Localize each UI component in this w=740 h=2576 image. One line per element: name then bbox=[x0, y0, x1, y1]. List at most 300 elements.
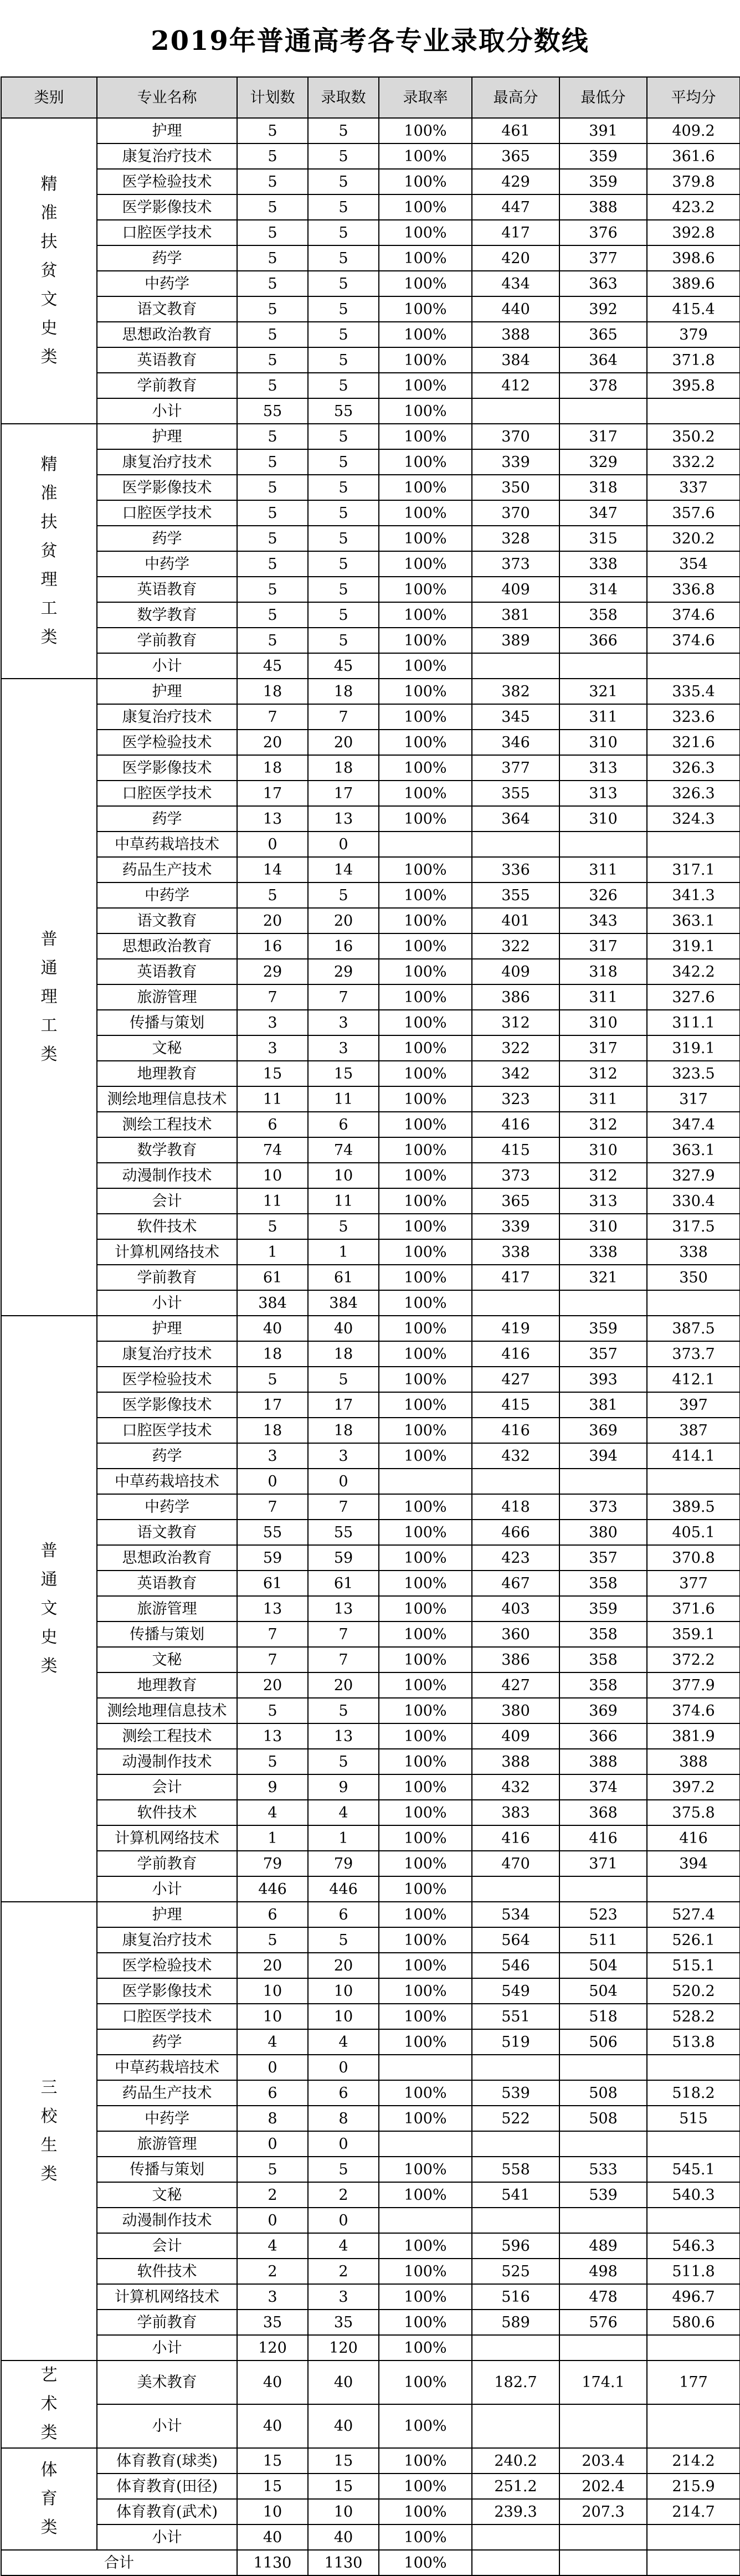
admission-rate-cell: 100% bbox=[379, 1876, 472, 1902]
header-min-score: 最低分 bbox=[559, 77, 647, 118]
plan-count-cell: 0 bbox=[237, 2131, 308, 2157]
major-cell: 口腔医学技术 bbox=[97, 1418, 237, 1443]
table-row bbox=[1, 2284, 740, 2310]
min-score-cell: 392 bbox=[559, 296, 647, 322]
avg-score-cell: 515 bbox=[647, 2106, 740, 2131]
admission-rate-cell: 100% bbox=[379, 2404, 472, 2448]
plan-count-cell: 7 bbox=[237, 1647, 308, 1672]
admission-rate-cell: 100% bbox=[379, 1647, 472, 1672]
avg-score-cell bbox=[647, 653, 740, 679]
admission-rate-cell: 100% bbox=[379, 1086, 472, 1112]
major-cell: 计算机网络技术 bbox=[97, 1825, 237, 1851]
plan-count-cell: 20 bbox=[237, 1953, 308, 1978]
admitted-count-cell: 55 bbox=[308, 398, 379, 424]
admitted-count-cell: 5 bbox=[308, 296, 379, 322]
avg-score-cell: 317.1 bbox=[647, 857, 740, 882]
max-score-cell: 240.2 bbox=[472, 2448, 559, 2474]
major-cell: 医学影像技术 bbox=[97, 194, 237, 220]
plan-count-cell: 0 bbox=[237, 2055, 308, 2080]
plan-count-cell: 18 bbox=[237, 679, 308, 704]
admission-rate-cell: 100% bbox=[379, 806, 472, 832]
avg-score-cell: 317 bbox=[647, 1086, 740, 1112]
min-score-cell: 311 bbox=[559, 704, 647, 730]
min-score-cell: 312 bbox=[559, 1061, 647, 1086]
max-score-cell: 558 bbox=[472, 2157, 559, 2182]
admission-rate-cell bbox=[379, 2055, 472, 2080]
plan-count-cell: 40 bbox=[237, 2404, 308, 2448]
admitted-count-cell: 11 bbox=[308, 1086, 379, 1112]
admitted-count-cell: 79 bbox=[308, 1851, 379, 1876]
max-score-cell: 467 bbox=[472, 1571, 559, 1596]
table-row bbox=[1, 1571, 740, 1596]
max-score-cell: 328 bbox=[472, 526, 559, 551]
min-score-cell: 381 bbox=[559, 1392, 647, 1418]
plan-count-cell: 14 bbox=[237, 857, 308, 882]
header-category: 类别 bbox=[1, 77, 97, 118]
max-score-cell: 415 bbox=[472, 1137, 559, 1163]
max-score-cell: 388 bbox=[472, 322, 559, 347]
min-score-cell: 314 bbox=[559, 577, 647, 602]
max-score-cell: 381 bbox=[472, 602, 559, 628]
plan-count-cell: 40 bbox=[237, 1316, 308, 1341]
plan-count-cell: 10 bbox=[237, 2499, 308, 2524]
min-score-cell: 329 bbox=[559, 449, 647, 475]
max-score-cell: 377 bbox=[472, 755, 559, 781]
min-score-cell: 377 bbox=[559, 245, 647, 271]
table-row bbox=[1, 1367, 740, 1392]
plan-count-cell: 8 bbox=[237, 2106, 308, 2131]
avg-score-cell: 377 bbox=[647, 1571, 740, 1596]
major-cell: 美术教育 bbox=[97, 2361, 237, 2404]
table-row bbox=[1, 347, 740, 373]
avg-score-cell: 375.8 bbox=[647, 1800, 740, 1825]
admitted-count-cell: 5 bbox=[308, 628, 379, 653]
table-row bbox=[1, 1723, 740, 1749]
min-score-cell: 358 bbox=[559, 1672, 647, 1698]
max-score-cell: 239.3 bbox=[472, 2499, 559, 2524]
min-score-cell: 576 bbox=[559, 2310, 647, 2335]
max-score-cell: 355 bbox=[472, 882, 559, 908]
max-score-cell: 365 bbox=[472, 143, 559, 169]
admitted-count-cell: 18 bbox=[308, 755, 379, 781]
avg-score-cell bbox=[647, 1290, 740, 1316]
admitted-count-cell: 2 bbox=[308, 2259, 379, 2284]
max-score-cell: 345 bbox=[472, 704, 559, 730]
table-row bbox=[1, 2448, 740, 2474]
admitted-count-cell: 10 bbox=[308, 1163, 379, 1188]
major-cell: 动漫制作技术 bbox=[97, 1749, 237, 1774]
admitted-count-cell: 29 bbox=[308, 959, 379, 984]
max-score-cell: 429 bbox=[472, 169, 559, 194]
plan-count-cell: 5 bbox=[237, 143, 308, 169]
avg-score-cell bbox=[647, 2208, 740, 2233]
avg-score-cell: 379 bbox=[647, 322, 740, 347]
avg-score-cell: 546.3 bbox=[647, 2233, 740, 2259]
admitted-count-cell: 5 bbox=[308, 373, 379, 398]
min-score-cell: 378 bbox=[559, 373, 647, 398]
min-score-cell: 504 bbox=[559, 1953, 647, 1978]
min-score-cell bbox=[559, 398, 647, 424]
min-score-cell bbox=[559, 2524, 647, 2550]
admitted-count-cell: 35 bbox=[308, 2310, 379, 2335]
admitted-count-cell: 17 bbox=[308, 1392, 379, 1418]
admission-rate-cell: 100% bbox=[379, 1188, 472, 1214]
min-score-cell: 504 bbox=[559, 1978, 647, 2004]
major-cell: 医学影像技术 bbox=[97, 475, 237, 500]
max-score-cell: 466 bbox=[472, 1520, 559, 1545]
admitted-count-cell: 61 bbox=[308, 1571, 379, 1596]
avg-score-cell: 177 bbox=[647, 2361, 740, 2404]
admitted-count-cell: 1130 bbox=[308, 2550, 379, 2575]
admission-rate-cell: 100% bbox=[379, 1953, 472, 1978]
min-score-cell: 338 bbox=[559, 551, 647, 577]
table-row bbox=[1, 1698, 740, 1723]
table-row bbox=[1, 194, 740, 220]
avg-score-cell bbox=[647, 2550, 740, 2575]
total-row bbox=[1, 2550, 740, 2575]
admission-rate-cell: 100% bbox=[379, 296, 472, 322]
table-row bbox=[1, 679, 740, 704]
plan-count-cell: 120 bbox=[237, 2335, 308, 2361]
plan-count-cell: 74 bbox=[237, 1137, 308, 1163]
max-score-cell: 409 bbox=[472, 959, 559, 984]
table-row bbox=[1, 704, 740, 730]
major-cell: 文秘 bbox=[97, 1035, 237, 1061]
admission-rate-cell: 100% bbox=[379, 347, 472, 373]
admission-rate-cell: 100% bbox=[379, 2004, 472, 2029]
max-score-cell: 364 bbox=[472, 806, 559, 832]
admitted-count-cell: 3 bbox=[308, 2284, 379, 2310]
admitted-count-cell: 4 bbox=[308, 2029, 379, 2055]
max-score-cell: 470 bbox=[472, 1851, 559, 1876]
avg-score-cell: 215.9 bbox=[647, 2474, 740, 2499]
major-cell: 中草药栽培技术 bbox=[97, 832, 237, 857]
avg-score-cell: 363.1 bbox=[647, 908, 740, 933]
admission-rate-cell: 100% bbox=[379, 143, 472, 169]
plan-count-cell: 13 bbox=[237, 806, 308, 832]
avg-score-cell: 350.2 bbox=[647, 424, 740, 449]
min-score-cell: 508 bbox=[559, 2106, 647, 2131]
major-cell: 康复治疗技术 bbox=[97, 1927, 237, 1953]
admitted-count-cell: 5 bbox=[308, 347, 379, 373]
table-row bbox=[1, 1672, 740, 1698]
avg-score-cell: 317.5 bbox=[647, 1214, 740, 1239]
min-score-cell: 311 bbox=[559, 857, 647, 882]
avg-score-cell: 414.1 bbox=[647, 1443, 740, 1469]
table-row bbox=[1, 1774, 740, 1800]
max-score-cell: 409 bbox=[472, 1723, 559, 1749]
admission-rate-cell: 100% bbox=[379, 2182, 472, 2208]
admission-rate-cell: 100% bbox=[379, 220, 472, 245]
major-cell: 中草药栽培技术 bbox=[97, 1469, 237, 1494]
admitted-count-cell: 5 bbox=[308, 220, 379, 245]
plan-count-cell: 1 bbox=[237, 1825, 308, 1851]
admitted-count-cell: 0 bbox=[308, 1469, 379, 1494]
admission-rate-cell: 100% bbox=[379, 424, 472, 449]
admission-rate-cell: 100% bbox=[379, 1290, 472, 1316]
admission-rate-cell: 100% bbox=[379, 602, 472, 628]
min-score-cell: 315 bbox=[559, 526, 647, 551]
major-cell: 旅游管理 bbox=[97, 2131, 237, 2157]
max-score-cell: 519 bbox=[472, 2029, 559, 2055]
header-major: 专业名称 bbox=[97, 77, 237, 118]
admitted-count-cell: 18 bbox=[308, 679, 379, 704]
plan-count-cell: 5 bbox=[237, 1698, 308, 1723]
table-row bbox=[1, 933, 740, 959]
max-score-cell: 355 bbox=[472, 781, 559, 806]
min-score-cell: 202.4 bbox=[559, 2474, 647, 2499]
header-rate: 录取率 bbox=[379, 77, 472, 118]
table-row bbox=[1, 577, 740, 602]
plan-count-cell: 13 bbox=[237, 1596, 308, 1621]
admission-rate-cell: 100% bbox=[379, 1571, 472, 1596]
max-score-cell: 416 bbox=[472, 1825, 559, 1851]
plan-count-cell: 5 bbox=[237, 271, 308, 296]
min-score-cell: 523 bbox=[559, 1902, 647, 1927]
major-cell: 语文教育 bbox=[97, 908, 237, 933]
min-score-cell: 416 bbox=[559, 1825, 647, 1851]
table-row bbox=[1, 2182, 740, 2208]
plan-count-cell: 18 bbox=[237, 1418, 308, 1443]
avg-score-cell: 327.9 bbox=[647, 1163, 740, 1188]
max-score-cell: 373 bbox=[472, 551, 559, 577]
major-cell: 思想政治教育 bbox=[97, 1545, 237, 1571]
plan-count-cell: 20 bbox=[237, 1672, 308, 1698]
plan-count-cell: 5 bbox=[237, 882, 308, 908]
major-cell: 药学 bbox=[97, 245, 237, 271]
admitted-count-cell: 20 bbox=[308, 730, 379, 755]
min-score-cell: 533 bbox=[559, 2157, 647, 2182]
admission-rate-cell: 100% bbox=[379, 1825, 472, 1851]
min-score-cell: 508 bbox=[559, 2080, 647, 2106]
major-cell: 中药学 bbox=[97, 1494, 237, 1520]
admitted-count-cell: 8 bbox=[308, 2106, 379, 2131]
admitted-count-cell: 0 bbox=[308, 2055, 379, 2080]
plan-count-cell: 7 bbox=[237, 1621, 308, 1647]
admitted-count-cell: 7 bbox=[308, 1647, 379, 1672]
max-score-cell bbox=[472, 1469, 559, 1494]
admission-rate-cell: 100% bbox=[379, 500, 472, 526]
admission-rate-cell: 100% bbox=[379, 2029, 472, 2055]
admitted-count-cell: 1 bbox=[308, 1239, 379, 1265]
table-row bbox=[1, 373, 740, 398]
avg-score-cell: 398.6 bbox=[647, 245, 740, 271]
table-row bbox=[1, 1978, 740, 2004]
min-score-cell bbox=[559, 1876, 647, 1902]
admitted-count-cell: 17 bbox=[308, 781, 379, 806]
table-row bbox=[1, 1596, 740, 1621]
min-score-cell: 371 bbox=[559, 1851, 647, 1876]
admitted-count-cell: 5 bbox=[308, 1749, 379, 1774]
major-cell: 中药学 bbox=[97, 271, 237, 296]
admitted-count-cell: 5 bbox=[308, 271, 379, 296]
max-score-cell: 416 bbox=[472, 1341, 559, 1367]
max-score-cell: 534 bbox=[472, 1902, 559, 1927]
major-cell: 计算机网络技术 bbox=[97, 2284, 237, 2310]
plan-count-cell: 6 bbox=[237, 1112, 308, 1137]
table-row bbox=[1, 2259, 740, 2284]
major-cell: 学前教育 bbox=[97, 1851, 237, 1876]
major-cell: 康复治疗技术 bbox=[97, 1341, 237, 1367]
max-score-cell: 416 bbox=[472, 1112, 559, 1137]
major-cell: 学前教育 bbox=[97, 1265, 237, 1290]
admitted-count-cell: 5 bbox=[308, 551, 379, 577]
major-cell: 会计 bbox=[97, 1188, 237, 1214]
major-cell: 会计 bbox=[97, 2233, 237, 2259]
admission-rate-cell: 100% bbox=[379, 1672, 472, 1698]
major-cell: 文秘 bbox=[97, 2182, 237, 2208]
admitted-count-cell: 5 bbox=[308, 449, 379, 475]
admission-rate-cell: 100% bbox=[379, 1061, 472, 1086]
max-score-cell bbox=[472, 2131, 559, 2157]
max-score-cell: 383 bbox=[472, 1800, 559, 1825]
table-row bbox=[1, 908, 740, 933]
admission-rate-cell: 100% bbox=[379, 2474, 472, 2499]
admission-rate-cell: 100% bbox=[379, 1418, 472, 1443]
admitted-count-cell: 15 bbox=[308, 1061, 379, 1086]
subtotal-row bbox=[1, 398, 740, 424]
admitted-count-cell: 7 bbox=[308, 1621, 379, 1647]
plan-count-cell: 0 bbox=[237, 832, 308, 857]
max-score-cell: 461 bbox=[472, 118, 559, 143]
avg-score-cell bbox=[647, 2524, 740, 2550]
max-score-cell bbox=[472, 2524, 559, 2550]
admitted-count-cell: 18 bbox=[308, 1418, 379, 1443]
table-row bbox=[1, 2310, 740, 2335]
plan-count-cell: 3 bbox=[237, 2284, 308, 2310]
table-row bbox=[1, 959, 740, 984]
admission-rate-cell: 100% bbox=[379, 628, 472, 653]
admitted-count-cell: 5 bbox=[308, 194, 379, 220]
min-score-cell: 312 bbox=[559, 1163, 647, 1188]
min-score-cell bbox=[559, 2055, 647, 2080]
major-cell: 口腔医学技术 bbox=[97, 781, 237, 806]
avg-score-cell: 388 bbox=[647, 1749, 740, 1774]
table-row bbox=[1, 2106, 740, 2131]
table-row bbox=[1, 143, 740, 169]
table-row bbox=[1, 2474, 740, 2499]
plan-count-cell: 11 bbox=[237, 1086, 308, 1112]
avg-score-cell: 389.5 bbox=[647, 1494, 740, 1520]
table-row bbox=[1, 1086, 740, 1112]
avg-score-cell: 341.3 bbox=[647, 882, 740, 908]
max-score-cell: 370 bbox=[472, 424, 559, 449]
min-score-cell: 313 bbox=[559, 1188, 647, 1214]
admitted-count-cell: 5 bbox=[308, 577, 379, 602]
major-cell: 语文教育 bbox=[97, 1520, 237, 1545]
admitted-count-cell: 10 bbox=[308, 1978, 379, 2004]
plan-count-cell: 5 bbox=[237, 449, 308, 475]
plan-count-cell: 5 bbox=[237, 602, 308, 628]
admission-rate-cell: 100% bbox=[379, 577, 472, 602]
admission-rate-cell: 100% bbox=[379, 2284, 472, 2310]
admitted-count-cell: 120 bbox=[308, 2335, 379, 2361]
min-score-cell bbox=[559, 832, 647, 857]
table-row bbox=[1, 1061, 740, 1086]
major-cell: 小计 bbox=[97, 2335, 237, 2361]
min-score-cell: 365 bbox=[559, 322, 647, 347]
admission-rate-cell: 100% bbox=[379, 449, 472, 475]
min-score-cell: 174.1 bbox=[559, 2361, 647, 2404]
plan-count-cell: 11 bbox=[237, 1188, 308, 1214]
admission-rate-cell: 100% bbox=[379, 1392, 472, 1418]
admission-rate-cell: 100% bbox=[379, 2335, 472, 2361]
avg-score-cell: 387 bbox=[647, 1418, 740, 1443]
admitted-count-cell: 20 bbox=[308, 908, 379, 933]
max-score-cell: 596 bbox=[472, 2233, 559, 2259]
admission-score-table bbox=[1, 76, 740, 2576]
avg-score-cell: 319.1 bbox=[647, 1035, 740, 1061]
table-row bbox=[1, 602, 740, 628]
admission-rate-cell: 100% bbox=[379, 1902, 472, 1927]
major-cell: 体育教育(武术) bbox=[97, 2499, 237, 2524]
min-score-cell: 203.4 bbox=[559, 2448, 647, 2474]
admitted-count-cell: 4 bbox=[308, 1800, 379, 1825]
plan-count-cell: 79 bbox=[237, 1851, 308, 1876]
avg-score-cell: 381.9 bbox=[647, 1723, 740, 1749]
avg-score-cell: 361.6 bbox=[647, 143, 740, 169]
avg-score-cell: 319.1 bbox=[647, 933, 740, 959]
min-score-cell: 318 bbox=[559, 959, 647, 984]
plan-count-cell: 17 bbox=[237, 781, 308, 806]
admission-rate-cell: 100% bbox=[379, 1367, 472, 1392]
plan-count-cell: 5 bbox=[237, 2157, 308, 2182]
max-score-cell bbox=[472, 2208, 559, 2233]
avg-score-cell: 371.8 bbox=[647, 347, 740, 373]
max-score-cell bbox=[472, 2550, 559, 2575]
major-cell: 测绘地理信息技术 bbox=[97, 1086, 237, 1112]
table-row bbox=[1, 781, 740, 806]
plan-count-cell: 0 bbox=[237, 1469, 308, 1494]
major-cell: 传播与策划 bbox=[97, 1010, 237, 1035]
avg-score-cell bbox=[647, 2335, 740, 2361]
major-cell: 学前教育 bbox=[97, 373, 237, 398]
major-cell: 学前教育 bbox=[97, 2310, 237, 2335]
admitted-count-cell: 7 bbox=[308, 1494, 379, 1520]
table-row bbox=[1, 806, 740, 832]
avg-score-cell: 354 bbox=[647, 551, 740, 577]
max-score-cell: 522 bbox=[472, 2106, 559, 2131]
min-score-cell: 321 bbox=[559, 679, 647, 704]
avg-score-cell: 405.1 bbox=[647, 1520, 740, 1545]
category-cell: 艺 术 类 bbox=[1, 2361, 97, 2448]
min-score-cell: 312 bbox=[559, 1112, 647, 1137]
admitted-count-cell: 1 bbox=[308, 1825, 379, 1851]
plan-count-cell: 5 bbox=[237, 1214, 308, 1239]
min-score-cell: 321 bbox=[559, 1265, 647, 1290]
major-cell: 药品生产技术 bbox=[97, 2080, 237, 2106]
min-score-cell: 359 bbox=[559, 1316, 647, 1341]
major-cell: 中药学 bbox=[97, 882, 237, 908]
min-score-cell: 311 bbox=[559, 984, 647, 1010]
avg-score-cell: 394 bbox=[647, 1851, 740, 1876]
avg-score-cell: 374.6 bbox=[647, 628, 740, 653]
min-score-cell: 364 bbox=[559, 347, 647, 373]
min-score-cell: 310 bbox=[559, 730, 647, 755]
plan-count-cell: 40 bbox=[237, 2524, 308, 2550]
major-cell: 医学影像技术 bbox=[97, 1392, 237, 1418]
admission-rate-cell: 100% bbox=[379, 1112, 472, 1137]
avg-score-cell: 326.3 bbox=[647, 755, 740, 781]
plan-count-cell: 5 bbox=[237, 373, 308, 398]
category-cell: 三 校 生 类 bbox=[1, 1902, 97, 2361]
major-cell: 数学教育 bbox=[97, 1137, 237, 1163]
max-score-cell: 525 bbox=[472, 2259, 559, 2284]
major-cell: 计算机网络技术 bbox=[97, 1239, 237, 1265]
avg-score-cell: 423.2 bbox=[647, 194, 740, 220]
table-row bbox=[1, 526, 740, 551]
plan-count-cell: 5 bbox=[237, 1749, 308, 1774]
